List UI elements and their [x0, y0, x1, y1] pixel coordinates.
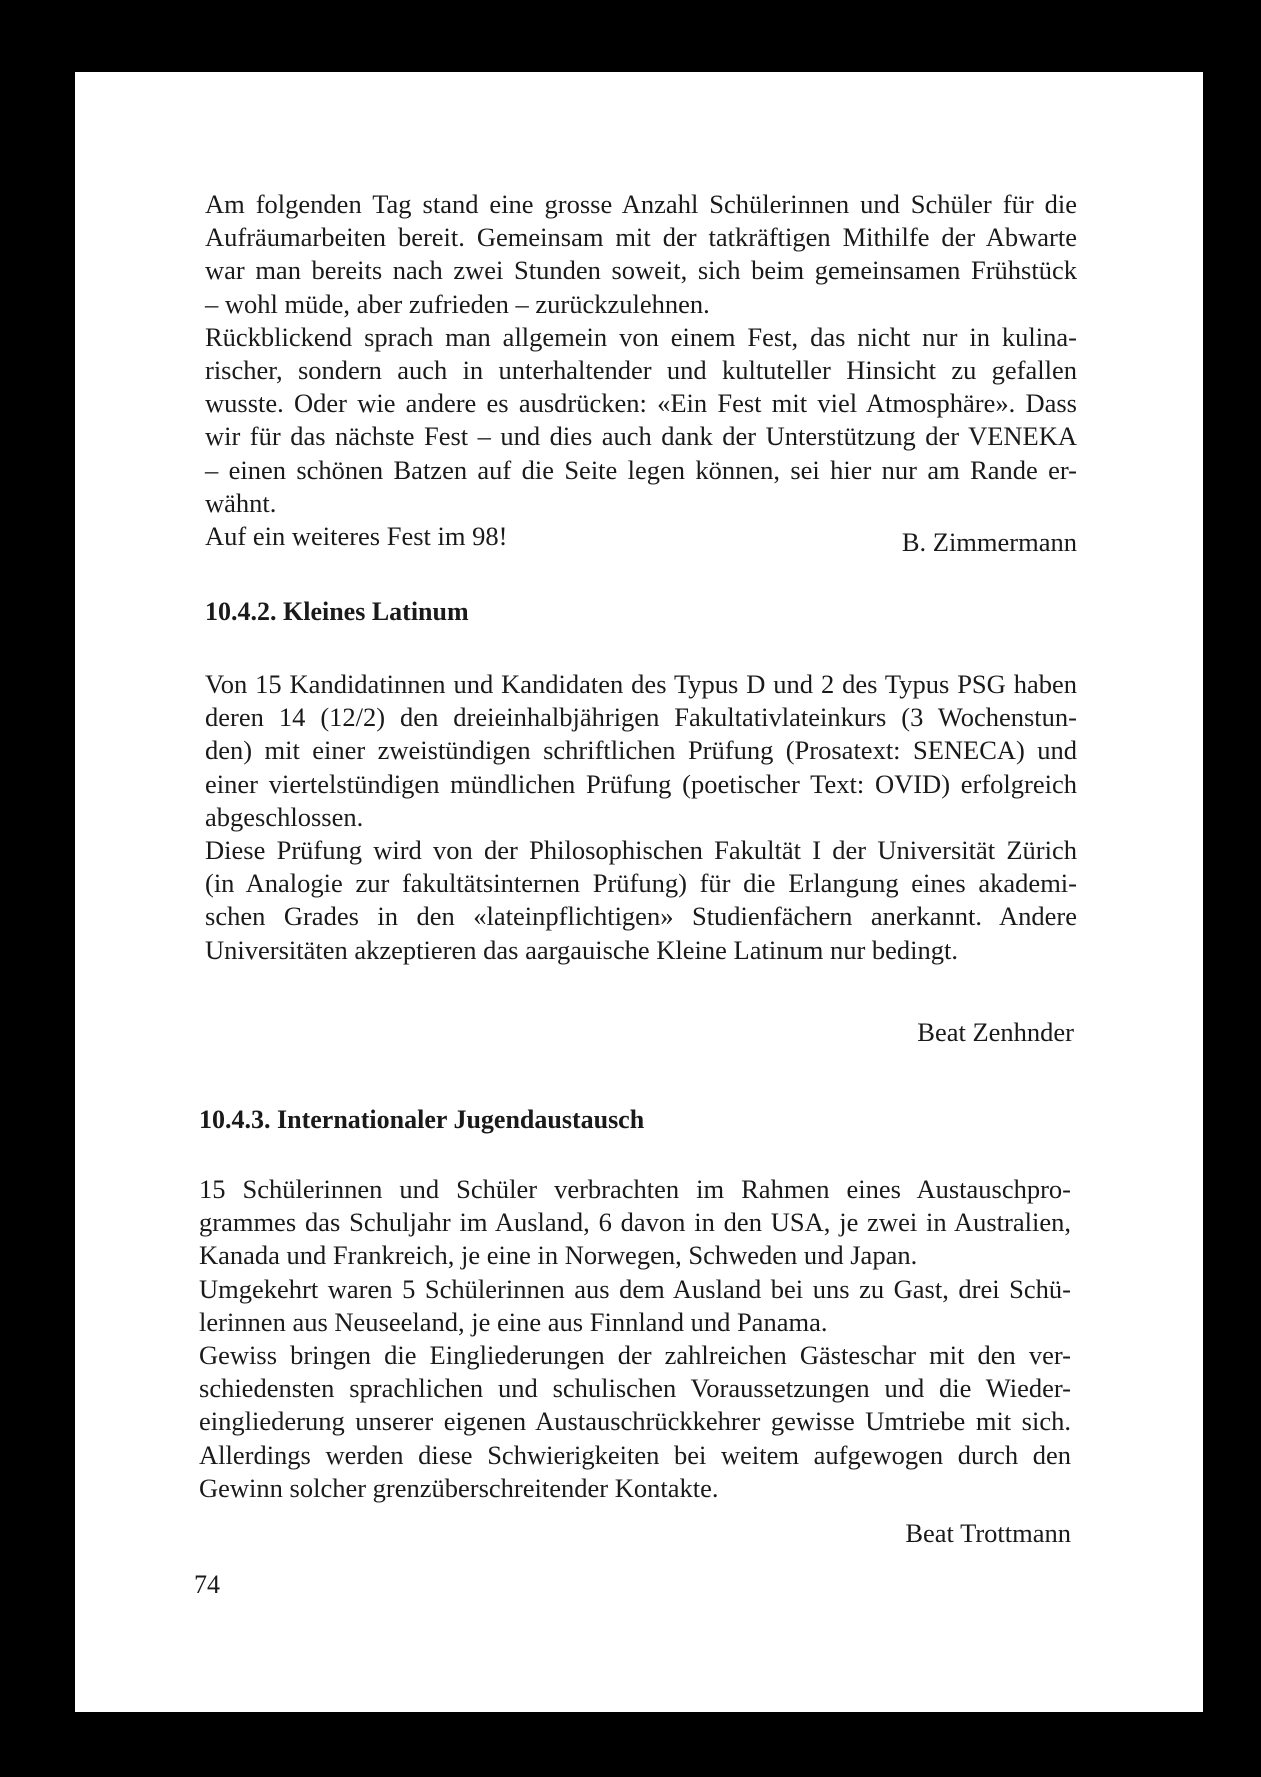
text-line: war man bereits nach zwei Stunden soweit, sich beim gemeinsamen Frühstück: [205, 255, 1077, 286]
signature-zenhnder-wrap: [205, 1017, 1077, 1057]
text-line: (in Analogie zur fakultätsinternen Prüfung) für die Erlangung eines akademi-: [205, 868, 1077, 899]
text-line: lerinnen aus Neuseeland, je eine aus Finnland und Panama.: [199, 1306, 828, 1337]
signature-zenhnder: Beat Zenhnder: [917, 1017, 1074, 1047]
section-jugendaustausch: [199, 1105, 1077, 1149]
text-line: schiedensten sprachlichen und schulischen Voraussetzungen und die Wieder-: [199, 1373, 1071, 1404]
heading-kleines-latinum: 10.4.2. Kleines Latinum: [205, 597, 469, 626]
closing-line: Auf ein weiteres Fest im 98!: [205, 521, 508, 552]
text-line: Gewinn solcher grenzüberschreitender Kontakte.: [199, 1472, 719, 1503]
text-line: eingliederung unserer eigenen Austauschrückkehrer gewisse Umtriebe mit sich.: [199, 1406, 1071, 1437]
text-line: wusste. Oder wie andere es ausdrücken: «Ein Fest mit viel Atmosphäre». Dass: [205, 388, 1077, 419]
text-line: Universitäten akzeptieren das aargauische Kleine Latinum nur bedingt.: [205, 934, 959, 965]
text-line: Gewiss bringen die Eingliederungen der zahlreichen Gästeschar mit den ver-: [199, 1340, 1071, 1371]
text-line: – einen schönen Batzen auf die Seite legen können, sei hier nur am Rande er-: [205, 454, 1077, 485]
text-line: wir für das nächste Fest – und dies auch dank der Unterstützung der VENEKA: [205, 421, 1077, 452]
text-line: Kanada und Frankreich, je eine in Norwegen, Schweden und Japan.: [199, 1240, 918, 1271]
text-line: 15 Schülerinnen und Schüler verbrachten im Rahmen eines Austauschpro-: [199, 1174, 1071, 1204]
signature-trottmann: Beat Trottmann: [905, 1518, 1071, 1548]
section-festival-report: [205, 188, 1077, 559]
text-line: einer viertelstündigen mündlichen Prüfung (poetischer Text: OVID) erfolgreich: [205, 768, 1077, 799]
text-line: Diese Prüfung wird von der Philosophischen Fakultät I der Universität Zürich: [205, 835, 1077, 866]
text-line: wähnt.: [205, 487, 277, 518]
section-kleines-latinum-body: [205, 668, 1077, 967]
text-line: Von 15 Kandidatinnen und Kandidaten des Typus D und 2 des Typus PSG haben: [205, 669, 1077, 699]
section-kleines-latinum: [205, 597, 1077, 647]
signature-zimmermann: B. Zimmermann: [901, 527, 1077, 558]
signature-trottmann-wrap: [199, 1518, 1071, 1558]
text-line: rischer, sondern auch in unterhaltender und kultuteller Hinsicht zu gefallen: [205, 355, 1077, 386]
closing-row: [205, 520, 1077, 559]
paragraph-festival: [205, 188, 1077, 520]
text-line: Aufräumarbeiten bereit. Gemeinsam mit der tatkräftigen Mithilfe der Abwarte: [205, 222, 1077, 253]
text-line: schen Grades in den «lateinpflichtigen» Studienfächern anerkannt. Andere: [205, 901, 1077, 932]
text-line: Umgekehrt waren 5 Schülerinnen aus dem Ausland bei uns zu Gast, drei Schü-: [199, 1273, 1071, 1304]
text-line: abgeschlossen.: [205, 801, 364, 832]
section-jugendaustausch-body: [199, 1173, 1071, 1505]
text-line: den) mit einer zweistündigen schriftlichen Prüfung (Prosatext: SENECA) und: [205, 735, 1077, 766]
text-line: Allerdings werden diese Schwierigkeiten bei weitem aufgewogen durch den: [199, 1439, 1071, 1470]
text-line: Rückblickend sprach man allgemein von einem Fest, das nicht nur in kulina-: [205, 321, 1077, 352]
text-line: deren 14 (12/2) den dreieinhalbjährigen Fakultativlateinkurs (3 Wochenstun-: [205, 702, 1077, 733]
paragraph-latinum: [205, 668, 1077, 967]
text-line: Am folgenden Tag stand eine grosse Anzahl Schülerinnen und Schüler für die: [205, 189, 1077, 219]
paragraph-austausch: [199, 1173, 1071, 1505]
heading-jugendaustausch: 10.4.3. Internationaler Jugendaustausch: [199, 1105, 645, 1134]
document-page: [75, 72, 1203, 1712]
text-line: grammes das Schuljahr im Ausland, 6 davon in den USA, je zwei in Australien,: [199, 1207, 1071, 1238]
text-line: – wohl müde, aber zufrieden – zurückzulehnen.: [205, 288, 710, 319]
page-number: 74: [194, 1570, 220, 1599]
